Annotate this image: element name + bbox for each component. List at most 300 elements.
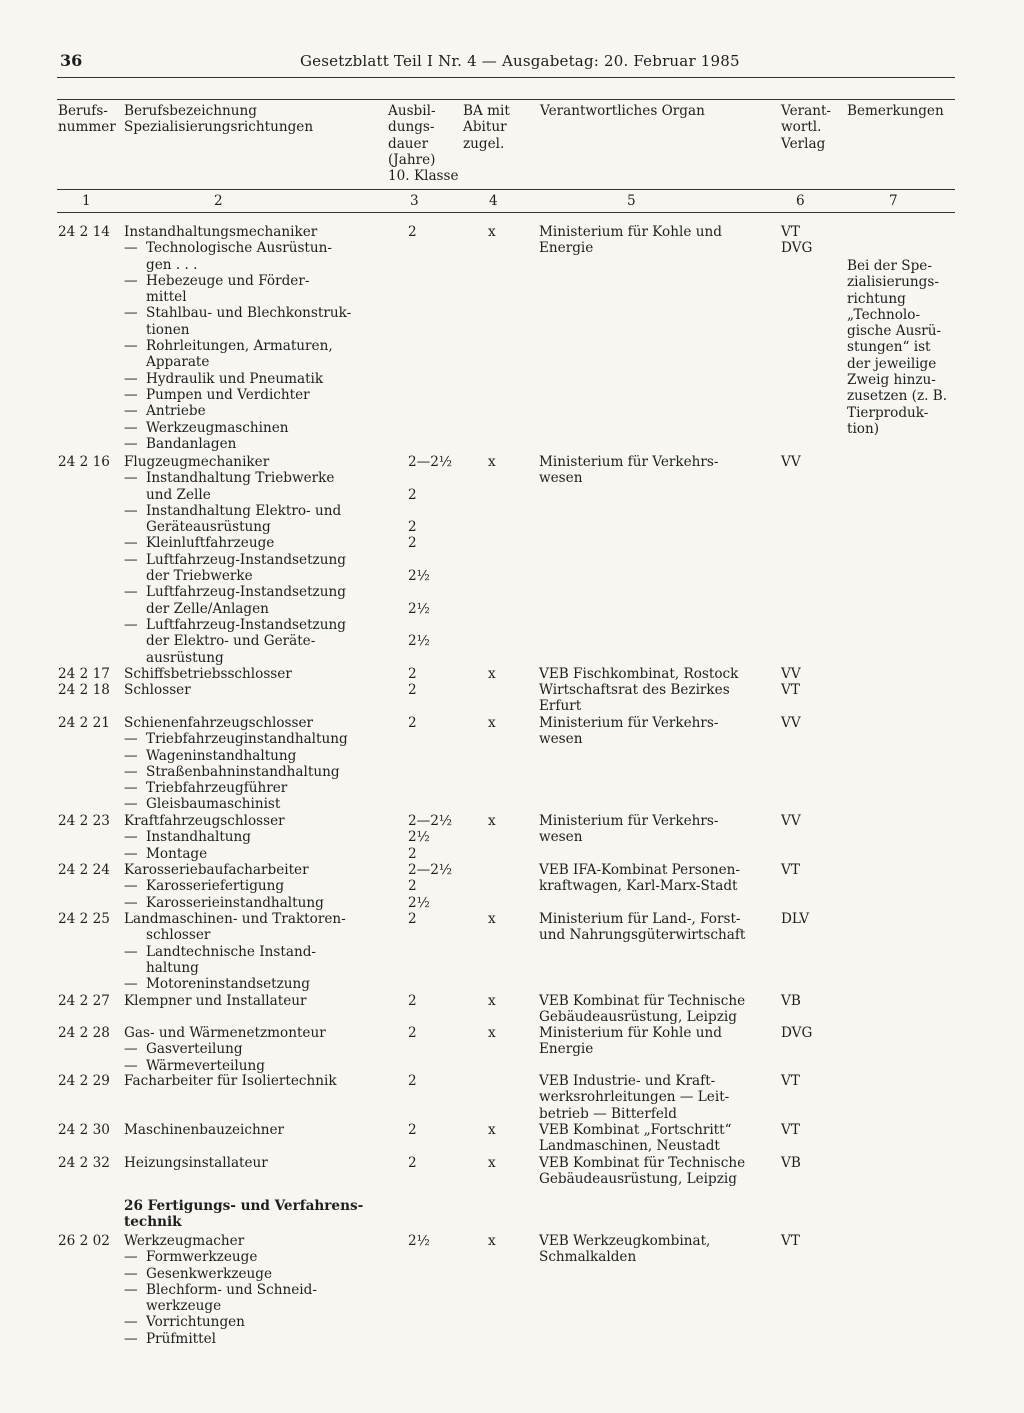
line-text: haltung bbox=[146, 959, 199, 976]
specialization-line bbox=[124, 976, 384, 992]
dash-mark: — bbox=[124, 1057, 138, 1074]
column-number: 4 bbox=[489, 193, 498, 209]
line-text: Instandhaltungsmechaniker bbox=[124, 224, 318, 240]
training-duration bbox=[408, 1025, 468, 1041]
training-duration bbox=[408, 682, 468, 698]
occupation-code: 24 2 32 bbox=[58, 1155, 110, 1171]
dash-mark: — bbox=[124, 845, 138, 862]
occupation-title bbox=[124, 682, 384, 698]
publisher-line: VV bbox=[781, 666, 801, 682]
line-text: Schienenfahrzeugschlosser bbox=[124, 715, 314, 731]
page-title: Gesetzblatt Teil I Nr. 4 — Ausgabetag: 20. Februar 1985 bbox=[300, 52, 740, 70]
line-text: und Zelle bbox=[146, 486, 211, 503]
specialization-line bbox=[124, 519, 384, 535]
page-number: 36 bbox=[60, 51, 83, 70]
column-header-line: dungs- bbox=[388, 119, 435, 136]
line-text: Montage bbox=[146, 845, 208, 862]
duration-value: 2 bbox=[408, 666, 417, 682]
organ-line: VEB Fischkombinat, Rostock bbox=[539, 666, 739, 682]
section-heading: technik bbox=[124, 1214, 182, 1231]
responsible-organ bbox=[539, 1025, 769, 1058]
organ-line: VEB Kombinat für Technische bbox=[539, 1155, 746, 1171]
occupation-code: 24 2 23 bbox=[58, 813, 110, 829]
column-header bbox=[58, 103, 116, 136]
line-text: Stahlbau- und Blechkonstruk- bbox=[146, 305, 352, 322]
specialization-line bbox=[124, 338, 384, 354]
dash-mark: — bbox=[124, 763, 138, 780]
column-header-line: Abitur bbox=[463, 119, 507, 136]
column-number: 7 bbox=[889, 193, 898, 209]
line-text: Karosserieinstandhaltung bbox=[146, 894, 324, 911]
abitur-mark: x bbox=[488, 1155, 496, 1171]
remark-line: der jeweilige bbox=[847, 355, 937, 372]
line-text: Schlosser bbox=[124, 682, 191, 698]
publisher-line: DLV bbox=[781, 911, 810, 927]
training-duration bbox=[408, 1155, 468, 1171]
responsible-organ bbox=[539, 1122, 769, 1155]
publisher bbox=[781, 715, 801, 731]
line-text: Apparate bbox=[146, 354, 210, 371]
publisher bbox=[781, 454, 801, 470]
publisher-line: VB bbox=[781, 993, 801, 1009]
duration-value: 2½ bbox=[408, 894, 430, 911]
occupation-name bbox=[124, 224, 384, 452]
duration-value bbox=[408, 552, 468, 568]
specialization-line bbox=[124, 1249, 384, 1265]
column-header-line: Berufs- bbox=[58, 103, 108, 119]
dash-mark: — bbox=[124, 796, 138, 813]
line-text: Klempner und Installateur bbox=[124, 993, 307, 1009]
duration-value: 2 bbox=[408, 1155, 417, 1171]
specialization-line bbox=[124, 240, 384, 256]
line-text: gen . . . bbox=[146, 256, 198, 273]
line-text: Karosseriefertigung bbox=[146, 878, 285, 895]
responsible-organ bbox=[539, 1073, 769, 1122]
occupation-title bbox=[124, 1155, 384, 1171]
organ-line: Gebäudeausrüstung, Leipzig bbox=[539, 1171, 737, 1188]
line-text: Werkzeugmacher bbox=[124, 1233, 245, 1249]
publisher bbox=[781, 224, 812, 257]
occupation-code: 24 2 24 bbox=[58, 862, 110, 878]
publisher bbox=[781, 1073, 800, 1089]
line-text: Triebfahrzeuginstandhaltung bbox=[146, 731, 348, 748]
responsible-organ bbox=[539, 682, 769, 715]
occupation-title bbox=[124, 993, 384, 1009]
remark-line: Zweig hinzu- bbox=[847, 372, 936, 389]
duration-value: 2 bbox=[408, 845, 417, 862]
line-text: Straßenbahninstandhaltung bbox=[146, 763, 340, 780]
column-number: 6 bbox=[796, 193, 805, 209]
remark-line: tion) bbox=[847, 420, 880, 437]
training-duration bbox=[408, 862, 468, 911]
specialization-line bbox=[124, 584, 384, 600]
occupation-title bbox=[124, 666, 384, 682]
organ-line: Ministerium für Kohle und bbox=[539, 1025, 722, 1041]
dash-mark: — bbox=[124, 435, 138, 452]
publisher bbox=[781, 813, 801, 829]
column-header-line: wortl. bbox=[781, 119, 822, 136]
organ-line: VEB Werkzeugkombinat, bbox=[539, 1233, 711, 1249]
dash-mark: — bbox=[124, 305, 138, 322]
table-top-rule bbox=[57, 99, 955, 100]
line-text: der Elektro- und Geräte- bbox=[146, 633, 316, 650]
dash-mark: — bbox=[124, 747, 138, 764]
specialization-line bbox=[124, 1041, 384, 1057]
organ-line: VEB IFA-Kombinat Personen- bbox=[539, 862, 741, 878]
specialization-line bbox=[124, 1298, 384, 1314]
duration-value: 2 bbox=[408, 535, 417, 552]
dash-mark: — bbox=[124, 894, 138, 911]
line-text: Technologische Ausrüstun- bbox=[146, 240, 332, 257]
specialization-line bbox=[124, 846, 384, 862]
organ-line: Ministerium für Kohle und bbox=[539, 224, 722, 240]
occupation-name bbox=[124, 1122, 384, 1138]
training-duration bbox=[408, 1233, 468, 1249]
dash-mark: — bbox=[124, 1041, 138, 1058]
occupation-name bbox=[124, 1233, 384, 1347]
specialization-line bbox=[124, 1266, 384, 1282]
responsible-organ bbox=[539, 911, 769, 944]
occupation-code: 26 2 02 bbox=[58, 1233, 110, 1249]
organ-line: Ministerium für Land-, Forst- bbox=[539, 911, 741, 927]
column-number: 3 bbox=[410, 193, 419, 209]
duration-value: 2 bbox=[408, 878, 417, 895]
column-header-line: Verlag bbox=[781, 135, 826, 152]
line-text: der Zelle/Anlagen bbox=[146, 600, 269, 617]
line-text: Flugzeugmechaniker bbox=[124, 454, 270, 470]
dash-mark: — bbox=[124, 240, 138, 257]
occupation-name bbox=[124, 666, 384, 682]
dash-mark: — bbox=[124, 502, 138, 519]
remark-line: zialisierungs- bbox=[847, 274, 939, 291]
column-header-line: Spezialisierungsrichtungen bbox=[124, 119, 314, 136]
dash-mark: — bbox=[124, 976, 138, 993]
specialization-line bbox=[124, 487, 384, 503]
line-text: tionen bbox=[146, 321, 190, 338]
dash-mark: — bbox=[124, 1281, 138, 1298]
abitur-mark: x bbox=[488, 1233, 496, 1249]
duration-value: 2 bbox=[408, 1073, 417, 1089]
duration-value: 2 bbox=[408, 993, 417, 1009]
column-number: 2 bbox=[214, 193, 223, 209]
line-text: Karosseriebaufacharbeiter bbox=[124, 862, 309, 878]
specialization-line bbox=[124, 354, 384, 370]
duration-value: 2 bbox=[408, 911, 417, 927]
abitur-mark: x bbox=[488, 666, 496, 682]
specialization-line bbox=[124, 535, 384, 551]
line-text: Hebezeuge und Förder- bbox=[146, 272, 310, 289]
column-header-line: zugel. bbox=[463, 135, 505, 152]
dash-mark: — bbox=[124, 1265, 138, 1282]
line-text: mittel bbox=[146, 289, 187, 306]
remark-line: gische Ausrü- bbox=[847, 323, 942, 340]
responsible-organ bbox=[539, 666, 769, 682]
line-text: Hydraulik und Pneumatik bbox=[146, 370, 324, 387]
training-duration bbox=[408, 224, 468, 240]
specialization-line bbox=[124, 1282, 384, 1298]
line-text: Triebfahrzeugführer bbox=[146, 780, 288, 797]
occupation-name bbox=[124, 993, 384, 1009]
occupation-name bbox=[124, 715, 384, 813]
occupation-title bbox=[124, 715, 384, 731]
training-duration bbox=[408, 993, 468, 1009]
dash-mark: — bbox=[124, 535, 138, 552]
line-text: werkzeuge bbox=[146, 1298, 222, 1315]
remark-line: Bei der Spe- bbox=[847, 258, 932, 274]
column-number: 1 bbox=[82, 193, 91, 209]
duration-value: 2—2½ bbox=[408, 454, 453, 470]
column-header-line: dauer bbox=[388, 135, 429, 152]
publisher-line: VV bbox=[781, 813, 801, 829]
organ-line: Energie bbox=[539, 240, 594, 257]
specialization-line bbox=[124, 420, 384, 436]
dash-mark: — bbox=[124, 1314, 138, 1331]
duration-value: 2 bbox=[408, 519, 417, 536]
responsible-organ bbox=[539, 993, 769, 1026]
column-number: 5 bbox=[627, 193, 636, 209]
occupation-name bbox=[124, 813, 384, 862]
specialization-line bbox=[124, 1314, 384, 1330]
dash-mark: — bbox=[124, 370, 138, 387]
line-text: Wärmeverteilung bbox=[146, 1057, 265, 1074]
abitur-mark: x bbox=[488, 911, 496, 927]
occupation-title bbox=[124, 911, 384, 927]
line-text: Werkzeugmaschinen bbox=[146, 419, 289, 436]
specialization-line bbox=[124, 552, 384, 568]
line-text: Instandhaltung Elektro- und bbox=[146, 502, 342, 519]
remark-line: stungen“ ist bbox=[847, 339, 931, 356]
line-text: Maschinenbauzeichner bbox=[124, 1122, 285, 1138]
specialization-line bbox=[124, 878, 384, 894]
responsible-organ bbox=[539, 224, 769, 257]
publisher-line: VT bbox=[781, 1122, 800, 1138]
responsible-organ bbox=[539, 862, 769, 895]
publisher-line: VV bbox=[781, 454, 801, 470]
occupation-title bbox=[124, 1233, 384, 1249]
column-head-rule bbox=[57, 189, 955, 190]
specialization-line bbox=[124, 764, 384, 780]
publisher-line: VV bbox=[781, 715, 801, 731]
occupation-title bbox=[124, 1073, 384, 1089]
publisher-line: VT bbox=[781, 682, 800, 698]
line-text: Schiffsbetriebsschlosser bbox=[124, 666, 292, 682]
line-text: Kleinluftfahrzeuge bbox=[146, 535, 275, 552]
occupation-code: 24 2 29 bbox=[58, 1073, 110, 1089]
training-duration bbox=[408, 666, 468, 682]
dash-mark: — bbox=[124, 403, 138, 420]
specialization-line bbox=[124, 1331, 384, 1347]
remark-line: Tierproduk- bbox=[847, 404, 929, 421]
publisher bbox=[781, 993, 801, 1009]
organ-line: VEB Kombinat für Technische bbox=[539, 993, 746, 1009]
duration-value: 2 bbox=[408, 1122, 417, 1138]
specialization-line bbox=[124, 305, 384, 321]
publisher bbox=[781, 682, 800, 698]
specialization-line bbox=[124, 895, 384, 911]
specialization-line bbox=[124, 387, 384, 403]
line-text: ausrüstung bbox=[146, 649, 224, 666]
responsible-organ bbox=[539, 715, 769, 748]
training-duration bbox=[408, 911, 468, 927]
dash-mark: — bbox=[124, 1249, 138, 1266]
occupation-code: 24 2 30 bbox=[58, 1122, 110, 1138]
organ-line: werksrohrleitungen — Leit- bbox=[539, 1089, 730, 1106]
line-text: Gesenkwerkzeuge bbox=[146, 1265, 273, 1282]
dash-mark: — bbox=[124, 386, 138, 403]
column-header bbox=[847, 103, 944, 119]
specialization-line bbox=[124, 601, 384, 617]
training-duration bbox=[408, 1122, 468, 1138]
specialization-line bbox=[124, 273, 384, 289]
specialization-line bbox=[124, 748, 384, 764]
training-duration bbox=[408, 715, 468, 731]
specialization-line bbox=[124, 1058, 384, 1074]
organ-line: betrieb — Bitterfeld bbox=[539, 1105, 677, 1122]
publisher-line: DVG bbox=[781, 1025, 813, 1041]
dash-mark: — bbox=[124, 780, 138, 797]
duration-value: 2—2½ bbox=[408, 813, 453, 829]
line-text: Antriebe bbox=[146, 403, 206, 420]
occupation-code: 24 2 21 bbox=[58, 715, 110, 731]
organ-line: wesen bbox=[539, 731, 583, 748]
organ-line: Schmalkalden bbox=[539, 1249, 637, 1266]
duration-value bbox=[408, 584, 468, 600]
occupation-code: 24 2 18 bbox=[58, 682, 110, 698]
specialization-line bbox=[124, 731, 384, 747]
line-text: Kraftfahrzeugschlosser bbox=[124, 813, 285, 829]
duration-value: 2 bbox=[408, 715, 417, 731]
duration-value: 2½ bbox=[408, 568, 430, 585]
publisher bbox=[781, 862, 800, 878]
line-text: Heizungsinstallateur bbox=[124, 1155, 268, 1171]
specialization-line bbox=[124, 289, 384, 305]
line-text: Luftfahrzeug-Instandsetzung bbox=[146, 616, 346, 633]
occupation-title bbox=[124, 1122, 384, 1138]
organ-line: Erfurt bbox=[539, 698, 582, 715]
organ-line: Ministerium für Verkehrs- bbox=[539, 813, 719, 829]
line-text: Geräteausrüstung bbox=[146, 519, 271, 536]
occupation-code: 24 2 28 bbox=[58, 1025, 110, 1041]
duration-value: 2½ bbox=[408, 829, 430, 846]
abitur-mark: x bbox=[488, 1025, 496, 1041]
section-heading: 26 Fertigungs- und Verfahrens- bbox=[124, 1198, 364, 1214]
line-text: Gas- und Wärmenetzmonteur bbox=[124, 1025, 326, 1041]
remark-line: richtung bbox=[847, 290, 906, 307]
occupation-title bbox=[124, 454, 384, 470]
publisher-line: VT bbox=[781, 224, 800, 240]
line-text: der Triebwerke bbox=[146, 568, 253, 585]
organ-line: und Nahrungsgüterwirtschaft bbox=[539, 927, 746, 944]
specialization-line bbox=[124, 257, 384, 273]
specialization-line bbox=[124, 403, 384, 419]
line-text: Pumpen und Verdichter bbox=[146, 386, 310, 403]
publisher-line: VB bbox=[781, 1155, 801, 1171]
line-text: Bandanlagen bbox=[146, 435, 237, 452]
specialization-line bbox=[124, 796, 384, 812]
dash-mark: — bbox=[124, 470, 138, 487]
organ-line: Landmaschinen, Neustadt bbox=[539, 1138, 720, 1155]
duration-value: 2½ bbox=[408, 633, 430, 650]
publisher bbox=[781, 1122, 800, 1138]
occupation-name bbox=[124, 1198, 384, 1231]
dash-mark: — bbox=[124, 731, 138, 748]
specialization-line bbox=[124, 371, 384, 387]
duration-value bbox=[408, 617, 468, 633]
duration-value: 2½ bbox=[408, 600, 430, 617]
occupation-title bbox=[124, 862, 384, 878]
organ-line: Wirtschaftsrat des Bezirkes bbox=[539, 682, 730, 698]
organ-line: Gebäudeausrüstung, Leipzig bbox=[539, 1009, 737, 1026]
occupation-code: 24 2 14 bbox=[58, 224, 110, 240]
dash-mark: — bbox=[124, 878, 138, 895]
column-header-line: Bemerkungen bbox=[847, 103, 944, 119]
line-text: Instandhaltung Triebwerke bbox=[146, 470, 335, 487]
responsible-organ bbox=[539, 454, 769, 487]
line-text: Luftfahrzeug-Instandsetzung bbox=[146, 551, 346, 568]
occupation-name bbox=[124, 862, 384, 911]
organ-line: kraftwagen, Karl-Marx-Stadt bbox=[539, 878, 738, 895]
column-header-line: Berufsbezeichnung bbox=[124, 103, 257, 119]
line-text: Vorrichtungen bbox=[146, 1314, 245, 1331]
column-header-line: (Jahre) bbox=[388, 151, 436, 168]
specialization-line bbox=[124, 633, 384, 649]
duration-value bbox=[408, 650, 468, 666]
occupation-title bbox=[124, 1025, 384, 1041]
publisher bbox=[781, 1233, 800, 1249]
column-header-line: Verantwortliches Organ bbox=[540, 103, 705, 119]
specialization-line bbox=[124, 780, 384, 796]
line-text: Gleisbaumaschinist bbox=[146, 796, 281, 813]
occupation-title bbox=[124, 224, 384, 240]
dash-mark: — bbox=[124, 551, 138, 568]
abitur-mark: x bbox=[488, 715, 496, 731]
specialization-line bbox=[124, 322, 384, 338]
abitur-mark: x bbox=[488, 224, 496, 240]
organ-line: VEB Kombinat „Fortschritt“ bbox=[539, 1122, 732, 1138]
abitur-mark: x bbox=[488, 813, 496, 829]
header-rule bbox=[57, 77, 955, 78]
responsible-organ bbox=[539, 1233, 769, 1266]
line-text: Landtechnische Instand- bbox=[146, 943, 316, 960]
organ-line: VEB Industrie- und Kraft- bbox=[539, 1073, 716, 1089]
remark-block bbox=[847, 258, 957, 437]
training-duration bbox=[408, 454, 468, 666]
line-text: schlosser bbox=[146, 927, 211, 944]
column-header bbox=[540, 103, 705, 119]
dash-mark: — bbox=[124, 272, 138, 289]
line-text: Prüfmittel bbox=[146, 1330, 216, 1347]
occupation-name bbox=[124, 1155, 384, 1171]
line-text: Rohrleitungen, Armaturen, bbox=[146, 338, 333, 355]
abitur-mark: x bbox=[488, 993, 496, 1009]
column-header bbox=[781, 103, 831, 152]
publisher bbox=[781, 911, 809, 927]
occupation-name bbox=[124, 1025, 384, 1074]
duration-value: 2 bbox=[408, 1025, 417, 1041]
line-text: Instandhaltung bbox=[146, 829, 252, 846]
organ-line: wesen bbox=[539, 829, 583, 846]
training-duration bbox=[408, 813, 468, 862]
occupation-name bbox=[124, 911, 384, 992]
remark-line: zusetzen (z. B. bbox=[847, 388, 948, 405]
specialization-line bbox=[124, 568, 384, 584]
publisher-line: VT bbox=[781, 1073, 800, 1089]
column-header-line: Verant- bbox=[781, 103, 832, 119]
line-text: Formwerkzeuge bbox=[146, 1249, 258, 1266]
occupation-name bbox=[124, 454, 384, 666]
duration-value: 2 bbox=[408, 682, 417, 698]
duration-value: 2—2½ bbox=[408, 862, 453, 878]
